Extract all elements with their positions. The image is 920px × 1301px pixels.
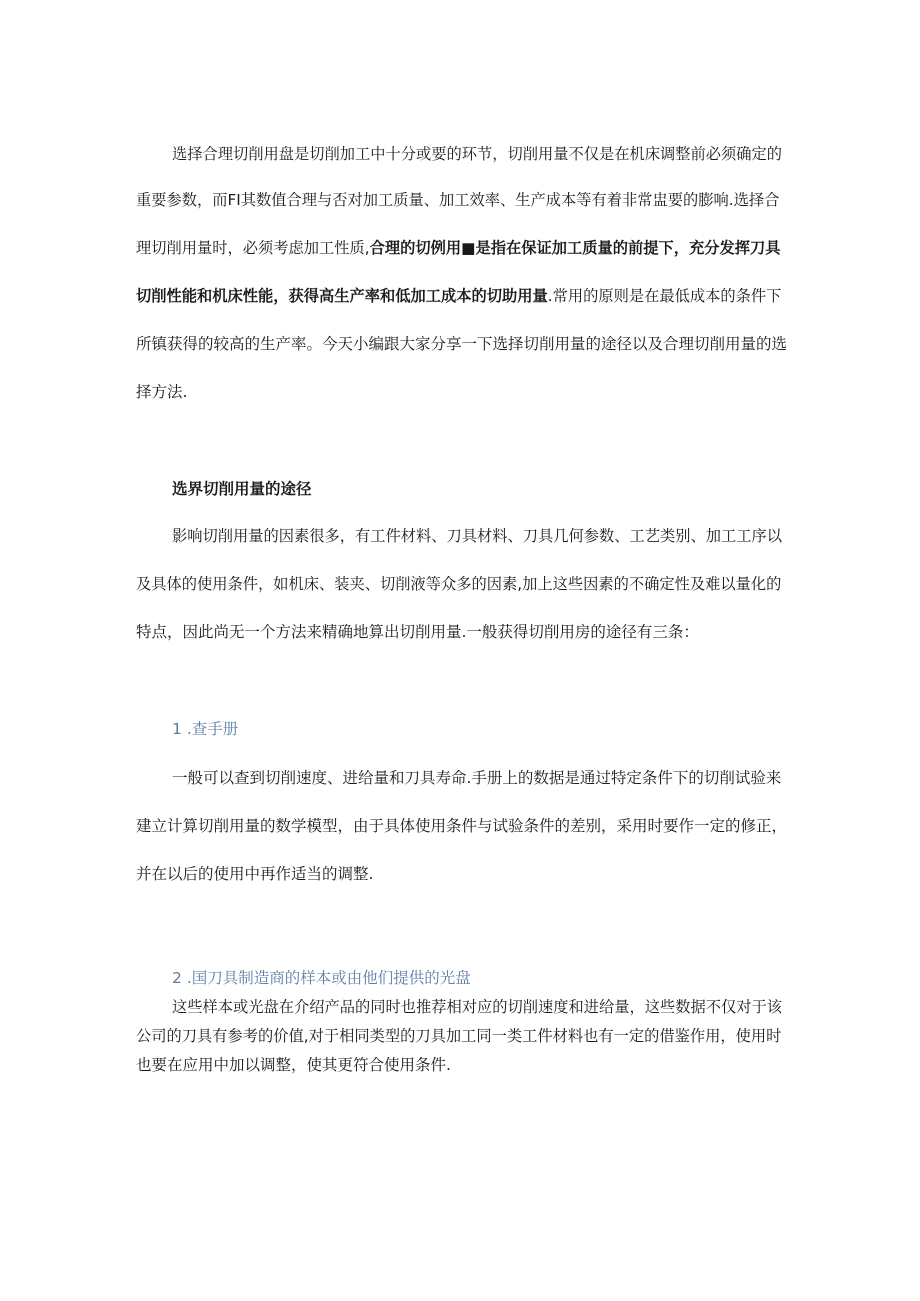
intro-line-4-bold: 切削性能和机床性能，获得高生产率和低加工成本的切助用量 [136, 287, 548, 305]
intro-line-2: 重要参数，而FI其数值合理与否对加工质量、加工效率、生产成本等有着非常盅要的膨响.选择合 [136, 191, 780, 209]
item1-line-2: 建立计算切削用量的数学模型，由于具体使用条件与试验条件的差别，采用时要作一定的修正， [136, 817, 788, 835]
item1-title: .查手册 [186, 720, 239, 738]
intro-line-3-bold: 合理的切例用■是指在保证加工质量的前提下，充分发挥刀具 [369, 239, 781, 257]
item2-line-2: 公司的刀具有参考的价值,对于相同类型的刀具加工同一类工件材料也有一定的借鉴作用，使用时 [136, 1027, 782, 1045]
item1-number: 1 [172, 720, 182, 738]
section-line-3: 特点，因此尚无一个方法来精确地算出切削用量.一般获得切削用房的途径有三条： [136, 623, 699, 641]
intro-line-4-plain: .常用的原则是在最低成本的条件下 [547, 287, 782, 305]
item2-line-1: 这些样本或光盘在介绍产品的同时也推荐相对应的切削速度和进给量，这些数据不仅对于该 [172, 998, 782, 1016]
item1-line-3: 并在以后的使用中再作适当的调整. [136, 865, 374, 883]
item2-number: 2 [172, 969, 182, 987]
intro-line-6: 择方法. [136, 383, 188, 401]
section-heading: 选界切削用量的途径 [172, 480, 312, 498]
item1-heading [172, 718, 786, 740]
item2-heading [172, 967, 786, 989]
intro-line-3 [136, 237, 786, 259]
item2-line-3: 也要在应用中加以调整，使其更符合使用条件. [136, 1056, 451, 1074]
item1-line-1: 一般可以查到切削速度、进给量和刀具寿命.手册上的数据是通过特定条件下的切削试验来 [172, 769, 782, 787]
intro-line-1: 选择合理切削用盘是切削加工中十分或要的环节，切削用量不仅是在机床调整前必须确定的 [172, 145, 782, 163]
item2-title: .国刀具制造商的样本或由他们提供的光盘 [186, 969, 471, 987]
section-line-2: 及具体的使用条件，如机床、装夹、切削液等众多的因素,加上这些因素的不确定性及难以量化的 [136, 575, 782, 593]
intro-line-4 [136, 285, 786, 307]
intro-line-5: 所镇获得的较高的生产率。今天小编跟大家分享一下选择切削用量的途径以及合理切削用量的选 [136, 335, 788, 353]
section-line-1: 影响切削用量的因素很多，有工件材料、刀具材料、刀具几何参数、工艺类别、加工工序以 [172, 527, 782, 545]
intro-line-3-plain: 理切削用量时，必须考虑加工性质, [136, 239, 370, 257]
